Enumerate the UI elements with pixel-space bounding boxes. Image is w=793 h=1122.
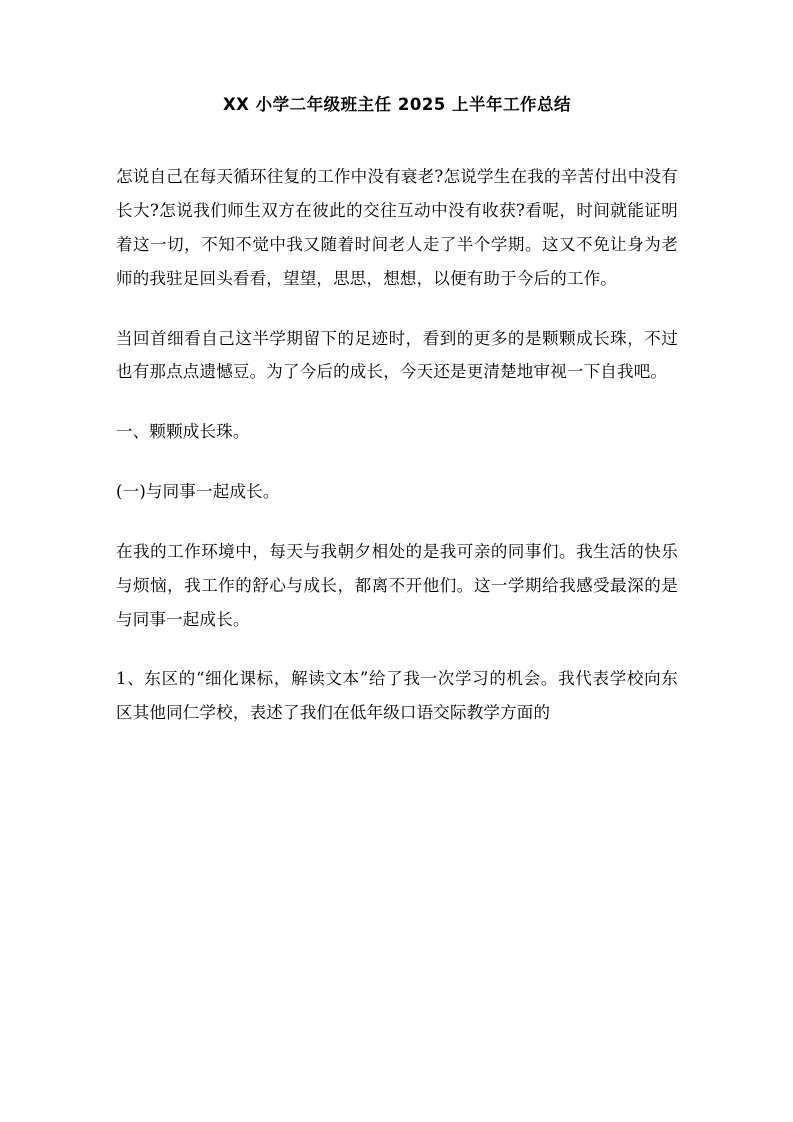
document-body bbox=[116, 92, 678, 730]
paragraph-4: 1、东区的“细化课标，解读文本”给了我一次学习的机会。我代表学校向东区其他同仁学校，表述了我们在低年级口语交际教学方面的 bbox=[116, 669, 678, 723]
paragraph-1: 怎说自己在每天循环往复的工作中没有衰老?怎说学生在我的辛苦付出中没有长大?怎说我们师生双方在彼此的交往互动中没有收获?看呢，时间就能证明着这一切，不知不觉中我又随着时间老人走了半个学期。这又不免让身为老师的我驻足回头看看，望望，思思，想想，以便有助于今后的工作。 bbox=[116, 167, 678, 288]
subsection-heading-1: (一)与同事一起成长。 bbox=[116, 482, 280, 502]
page-title: XX 小学二年级班主任 2025 上半年工作总结 bbox=[222, 95, 572, 114]
section-heading-1: 一、颗颗成长珠。 bbox=[116, 422, 250, 442]
paragraph-2: 当回首细看自己这半学期留下的足迹时，看到的更多的是颗颗成长珠，不过也有那点点遗憾豆。为了今后的成长，今天还是更清楚地审视一下自我吧。 bbox=[116, 328, 678, 382]
paragraph-3: 在我的工作环境中，每天与我朝夕相处的是我可亲的同事们。我生活的快乐与烦恼，我工作的舒心与成长，都离不开他们。这一学期给我感受最深的是与同事一起成长。 bbox=[116, 541, 678, 629]
